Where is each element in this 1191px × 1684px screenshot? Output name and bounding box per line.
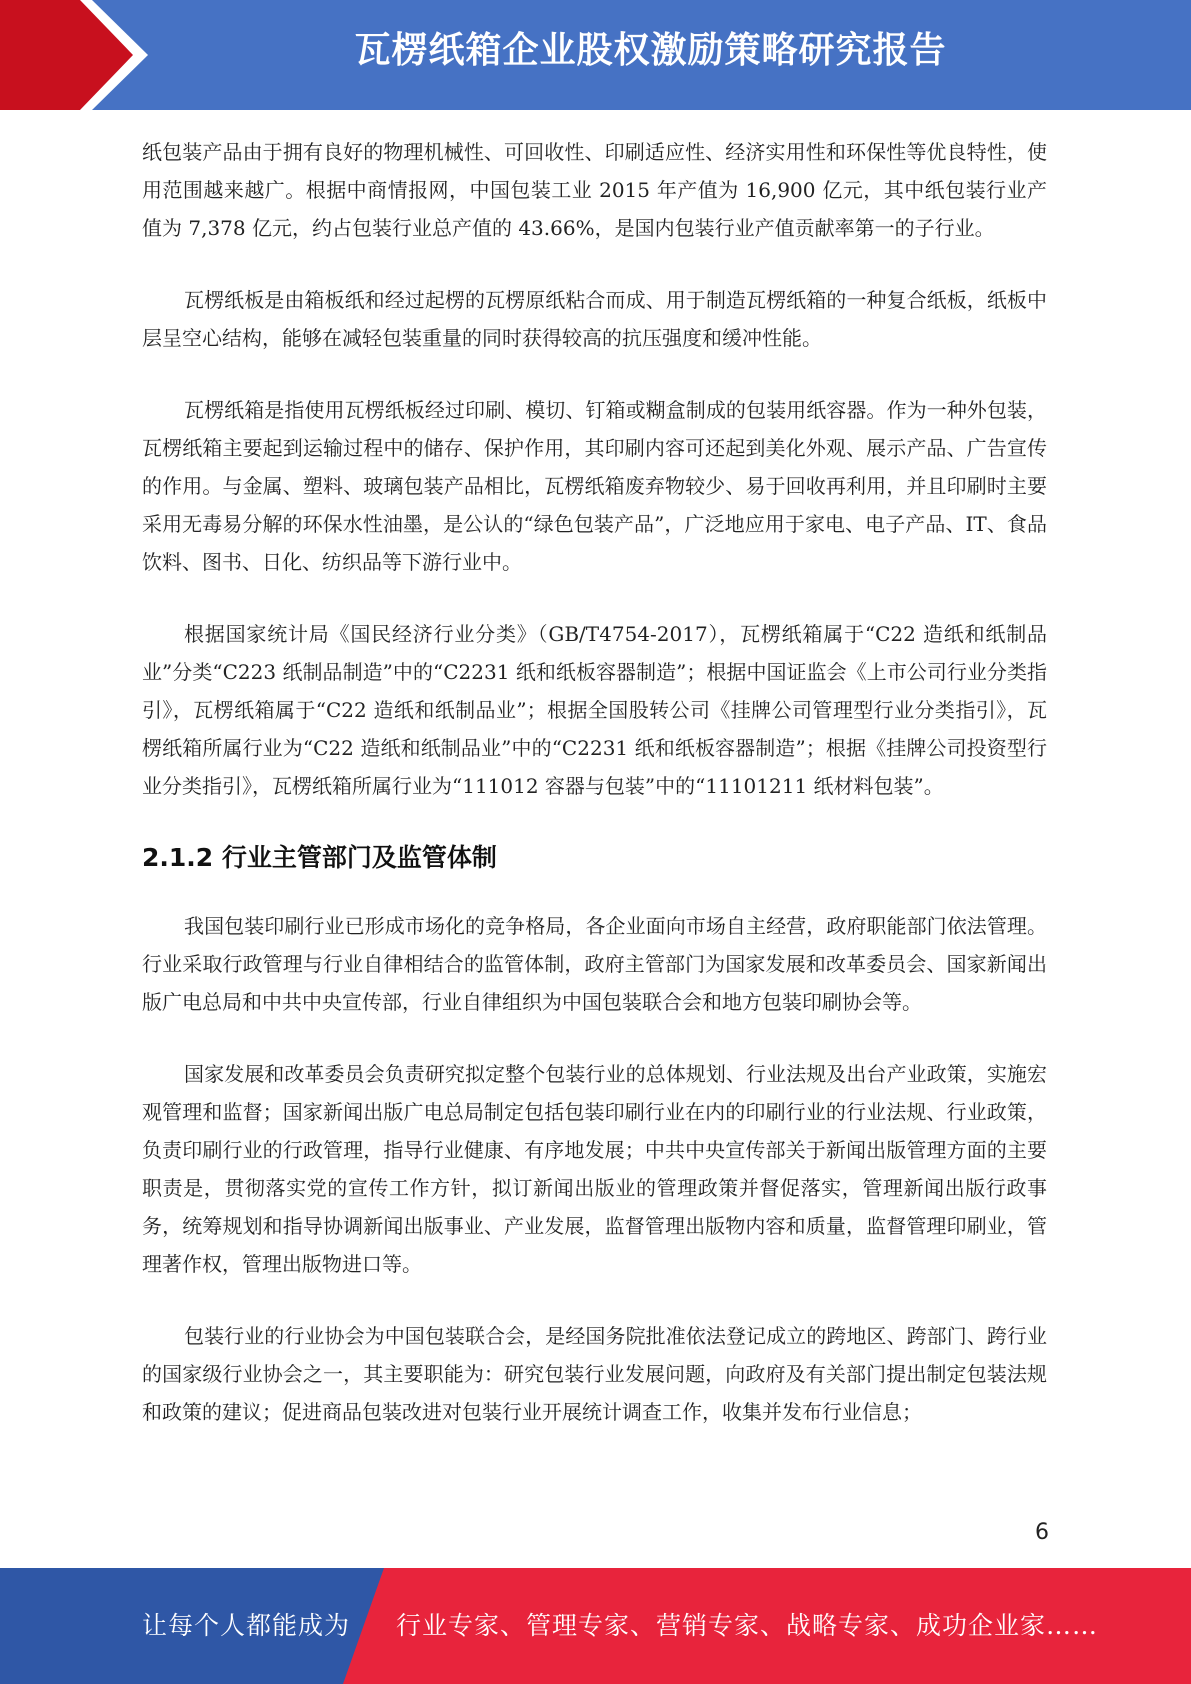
paragraph-paper-packaging: 纸包装产品由于拥有良好的物理机械性、可回收性、印刷适应性、经济实用性和环保性等优良特性，使用范围越来越广。根据中商情报网，中国包装工业 2015 年产值为 16,900 亿元，其中纸包装行业产值为 7,378 亿元，约占包装行业总产值的 43.66%，是国内包装行业产值贡献率第一的子行业。: [142, 140, 1047, 240]
paragraph-corrugated-board: 瓦楞纸板是由箱板纸和经过起楞的瓦楞原纸粘合而成、用于制造瓦楞纸箱的一种复合纸板，纸板中层呈空心结构，能够在减轻包装重量的同时获得较高的抗压强度和缓冲性能。: [142, 288, 1047, 350]
paragraph-industry-association: 包装行业的行业协会为中国包装联合会，是经国务院批准依法登记成立的跨地区、跨部门、跨行业的国家级行业协会之一，其主要职能为：研究包装行业发展问题，向政府及有关部门提出制定包装法规和政策的建议；促进商品包装改进对包装行业开展统计调查工作，收集并发布行业信息；: [142, 1324, 1047, 1424]
page-number: 6: [1035, 1520, 1049, 1545]
paragraph-government-duties: 国家发展和改革委员会负责研究拟定整个包装行业的总体规划、行业法规及出台产业政策，实施宏观管理和监督；国家新闻出版广电总局制定包括包装印刷行业在内的印刷行业的行业法规、行业政策，负责印刷行业的行政管理，指导行业健康、有序地发展；中共中央宣传部关于新闻出版管理方面的主要职责是，贯彻落实党的宣传工作方针，拟订新闻出版业的管理政策并督促落实，管理新闻出版行政事务，统筹规划和指导协调新闻出版事业、产业发展，监督管理出版物内容和质量，监督管理印刷业，管理著作权，管理出版物进口等。: [142, 1062, 1047, 1276]
paragraph-corrugated-box: 瓦楞纸箱是指使用瓦楞纸板经过印刷、模切、钉箱或糊盒制成的包装用纸容器。作为一种外包装，瓦楞纸箱主要起到运输过程中的储存、保护作用，其印刷内容可还起到美化外观、展示产品、广告宣传的作用。与金属、塑料、玻璃包装产品相比，瓦楞纸箱废弃物较少、易于回收再利用，并且印刷时主要采用无毒易分解的环保水性油墨，是公认的“绿色包装产品”，广泛地应用于家电、电子产品、IT、食品饮料、图书、日化、纺织品等下游行业中。: [142, 398, 1047, 574]
footer-slogan-right: 行业专家、管理专家、营销专家、战略专家、成功企业家……: [396, 1611, 1099, 1640]
paragraph-industry-classification: 根据国家统计局《国民经济行业分类》（GB/T4754-2017），瓦楞纸箱属于“C22 造纸和纸制品业”分类“C223 纸制品制造”中的“C2231 纸和纸板容器制造”；根据中国证监会《上市公司行业分类指引》，瓦楞纸箱属于“C22 造纸和纸制品业”；根据全国股转公司《挂牌公司管理型行业分类指引》，瓦楞纸箱所属行业为“C22 造纸和纸制品业”中的“C2231 纸和纸板容器制造”；根据《挂牌公司投资型行业分类指引》，瓦楞纸箱所属行业为“111012 容器与包装”中的“11101211 纸材料包装”。: [142, 622, 1047, 798]
document-body: [142, 133, 1047, 1465]
header-banner: [0, 0, 1191, 110]
footer-banner: [0, 1568, 1191, 1684]
report-title: 瓦楞纸箱企业股权激励策略研究报告: [354, 30, 947, 71]
footer-slogan-left: 让每个人都能成为: [142, 1611, 351, 1640]
section-heading: 2.1.2 行业主管部门及监管体制: [142, 843, 497, 872]
paragraph-regulatory-system: 我国包装印刷行业已形成市场化的竞争格局，各企业面向市场自主经营，政府职能部门依法管理。行业采取行政管理与行业自律相结合的监管体制，政府主管部门为国家发展和改革委员会、国家新闻出版广电总局和中共中央宣传部，行业自律组织为中国包装联合会和地方包装印刷协会等。: [142, 914, 1047, 1014]
